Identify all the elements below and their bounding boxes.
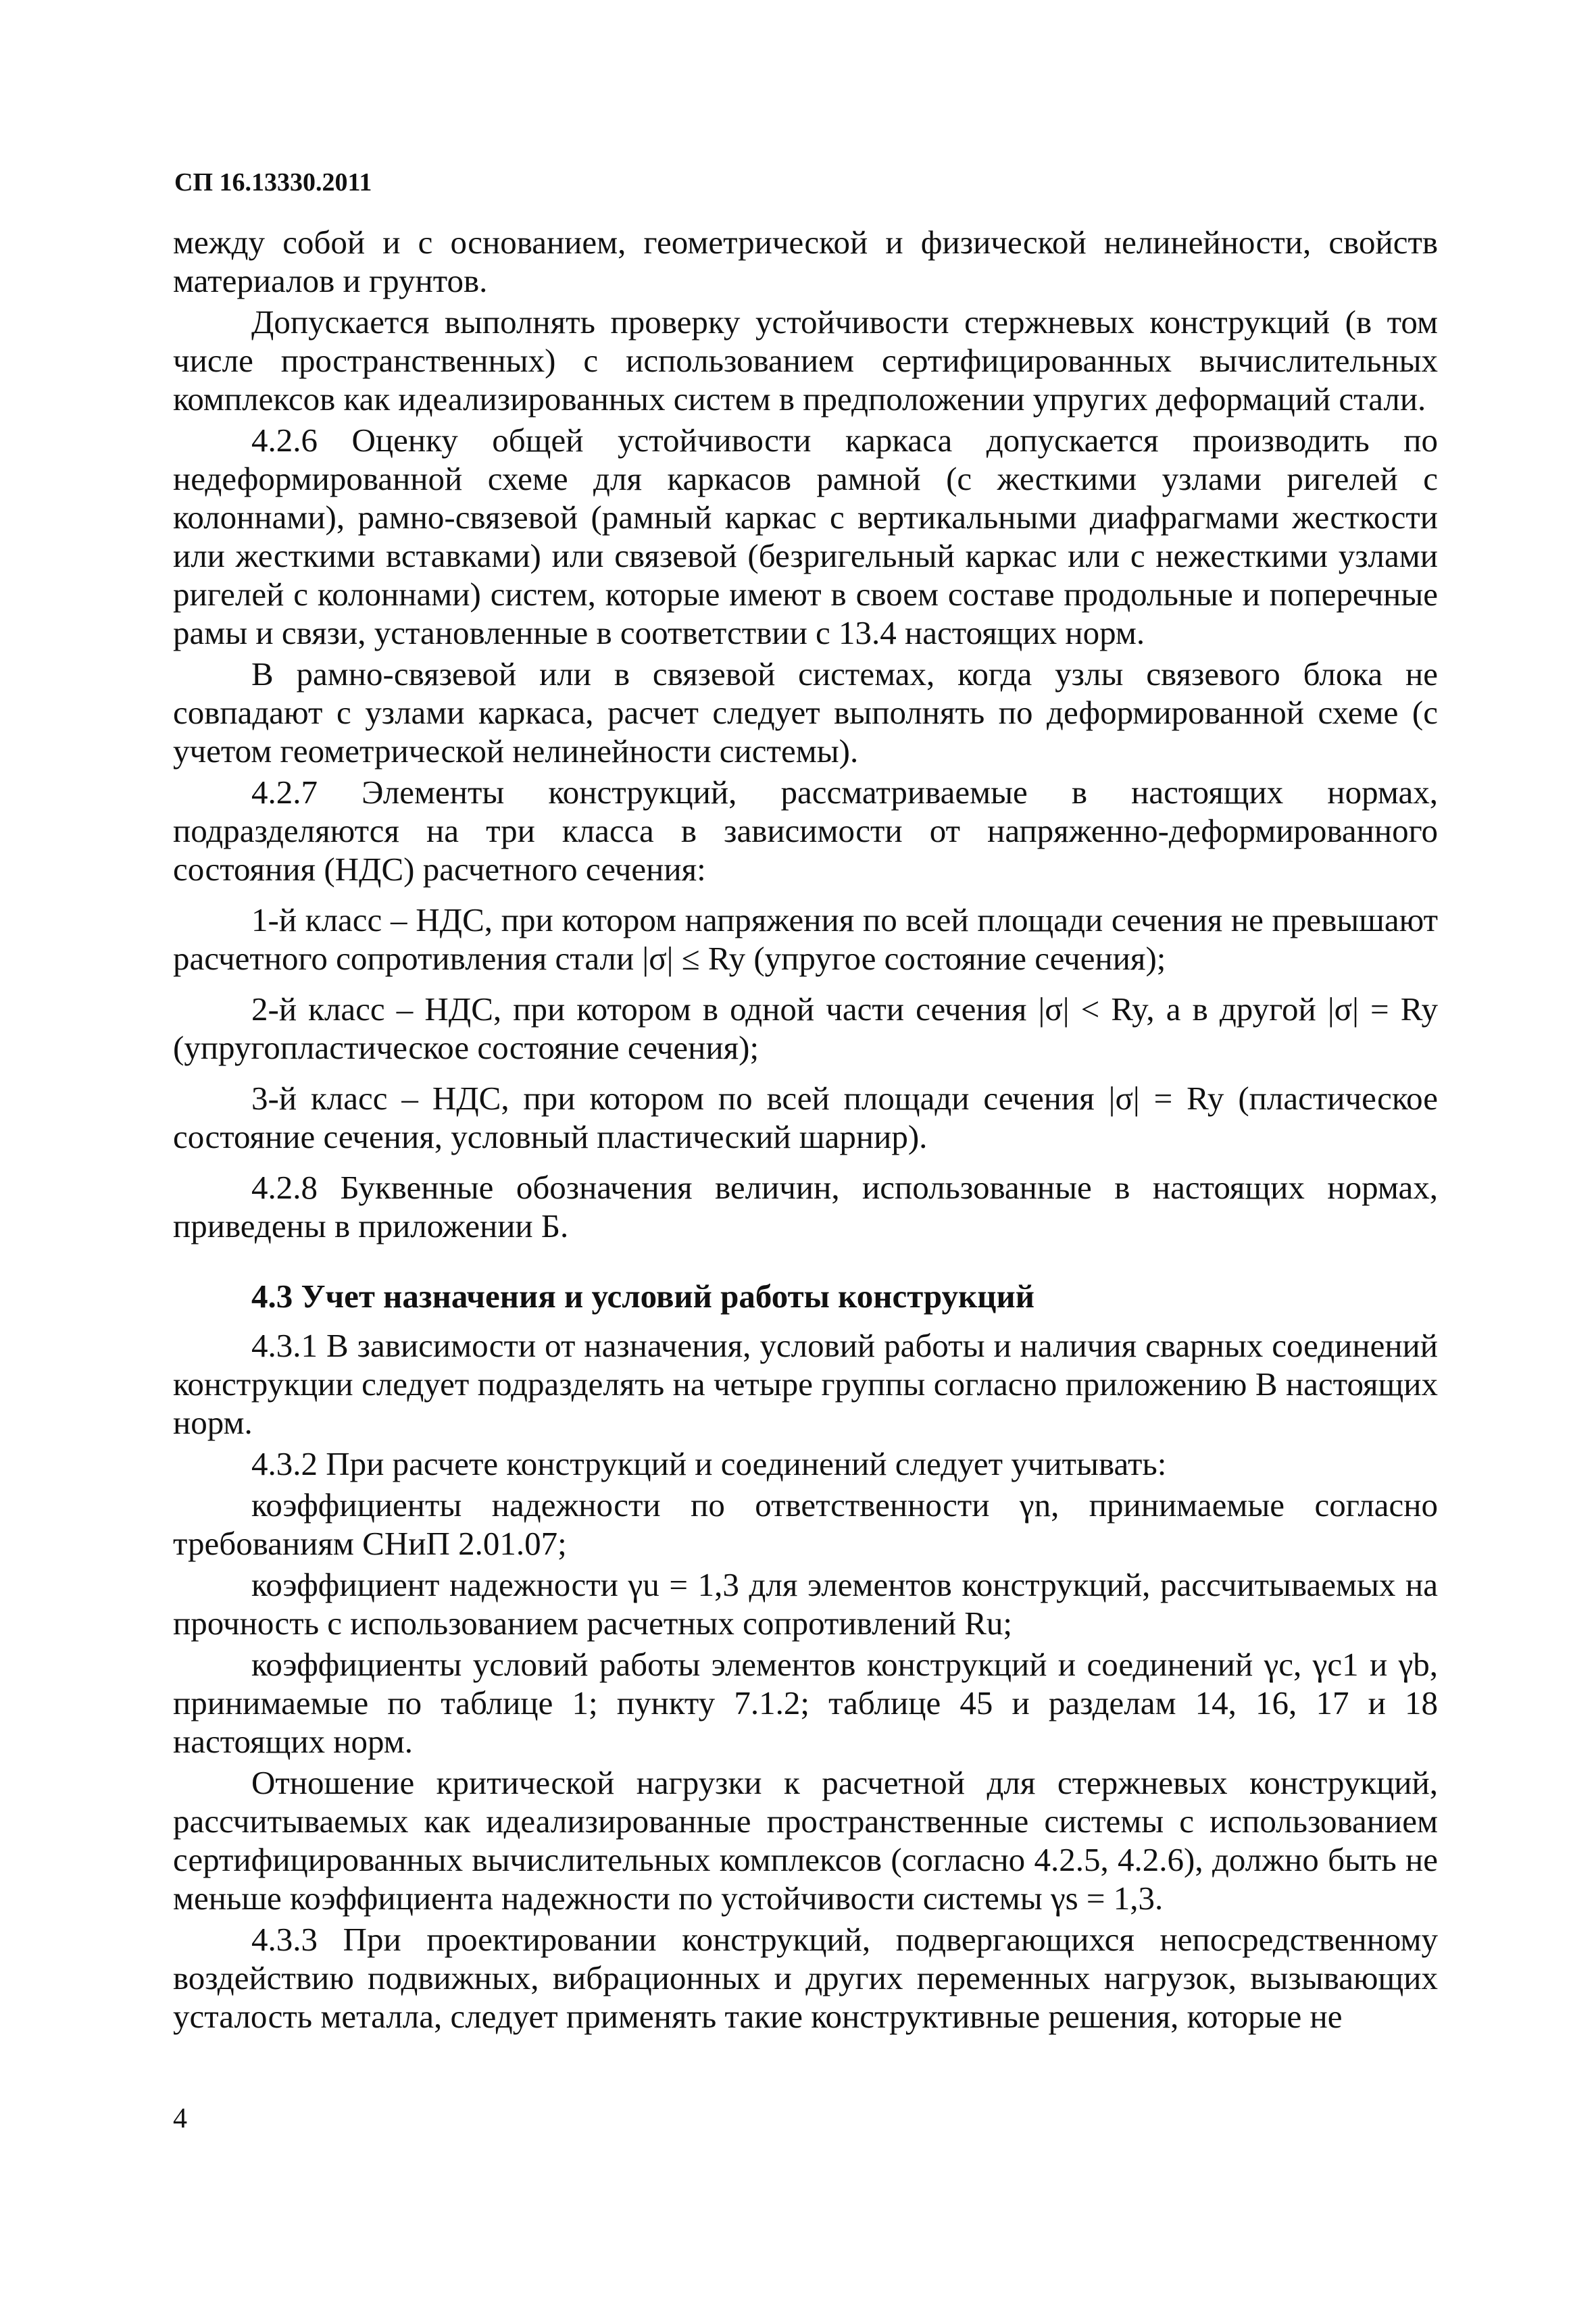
paragraph-4-3-3: 4.3.3 При проектировании конструкций, подвергающихся непосредственному воздействию подвижных, вибрационных и других переменных нагрузок, вызывающих усталость металла, следует применять такие конструктивные решения, которые не xyxy=(173,1921,1438,2035)
paragraph-4-3-1: 4.3.1 В зависимости от назначения, условий работы и наличия сварных соединений конструкции следует подразделять на четыре группы согласно приложению В настоящих норм. xyxy=(173,1327,1438,1441)
paragraph-4-2-6: 4.2.6 Оценку общей устойчивости каркаса допускается производить по недеформированной схеме для каркасов рамной (с жесткими узлами ригелей с колоннами), рамно-связевой (рамный каркас с вертикальными диафрагмами жесткости или жесткими вставками) или связевой (безригельный каркас или с нежесткими узлами ригелей с колоннами) систем, которые имеют в своем составе продольные и поперечные рамы и связи, установленные в соответствии с 13.4 настоящих норм. xyxy=(173,422,1438,651)
paragraph-class-2: 2-й класс – НДС, при котором в одной части сечения |σ| < Ry, а в другой |σ| = Ry (упругопластическое состояние сечения); xyxy=(173,990,1438,1066)
paragraph-class-1: 1-й класс – НДС, при котором напряжения по всей площади сечения не превышают расчетного сопротивления стали |σ| ≤ Ry (упругое состояние сечения); xyxy=(173,901,1438,977)
paragraph-4-2-8: 4.2.8 Буквенные обозначения величин, использованные в настоящих нормах, приведены в приложении Б. xyxy=(173,1169,1438,1244)
paragraph-coefficient-gamma-n: коэффициенты надежности по ответственности γn, принимаемые согласно требованиям СНиП 2.01.07; xyxy=(173,1486,1438,1562)
document-body xyxy=(173,223,1438,2036)
paragraph-critical-load-ratio: Отношение критической нагрузки к расчетной для стержневых конструкций, рассчитываемых как идеализированные пространственные системы с использованием сертифицированных вычислительных комплексов (согласно 4.2.5, 4.2.6), должно быть не меньше коэффициента надежности по устойчивости системы γs = 1,3. xyxy=(173,1764,1438,1917)
page-number: 4 xyxy=(173,2103,187,2134)
paragraph-frame-bracing: В рамно-связевой или в связевой системах, когда узлы связевого блока не совпадают с узлами каркаса, расчет следует выполнять по деформированной схеме (с учетом геометрической нелинейности системы). xyxy=(173,655,1438,770)
paragraph-continuation: между собой и с основанием, геометрической и физической нелинейности, свойств материалов и грунтов. xyxy=(173,224,1438,299)
paragraph-coefficients-gamma-c: коэффициенты условий работы элементов конструкций и соединений γc, γc1 и γb, принимаемые по таблице 1; пункту 7.1.2; таблице 45 и разделам 14, 16, 17 и 18 настоящих норм. xyxy=(173,1646,1438,1760)
paragraph-stability-check: Допускается выполнять проверку устойчивости стержневых конструкций (в том числе пространственных) с использованием сертифицированных вычислительных комплексов как идеализированных систем в предположении упругих деформаций стали. xyxy=(173,303,1438,418)
paragraph-coefficient-gamma-u: коэффициент надежности γu = 1,3 для элементов конструкций, рассчитываемых на прочность с использованием расчетных сопротивлений Ru; xyxy=(173,1566,1438,1642)
document-code-header: СП 16.13330.2011 xyxy=(174,168,372,197)
paragraph-4-2-7: 4.2.7 Элементы конструкций, рассматриваемые в настоящих нормах, подразделяются на три класса в зависимости от напряженно-деформированного состояния (НДС) расчетного сечения: xyxy=(173,774,1438,888)
paragraph-class-3: 3-й класс – НДС, при котором по всей площади сечения |σ| = Ry (пластическое состояние сечения, условный пластический шарнир). xyxy=(173,1080,1438,1155)
paragraph-4-3-2: 4.3.2 При расчете конструкций и соединений следует учитывать: xyxy=(251,1445,1167,1482)
section-heading-4-3: 4.3 Учет назначения и условий работы конструкций xyxy=(251,1278,1034,1315)
